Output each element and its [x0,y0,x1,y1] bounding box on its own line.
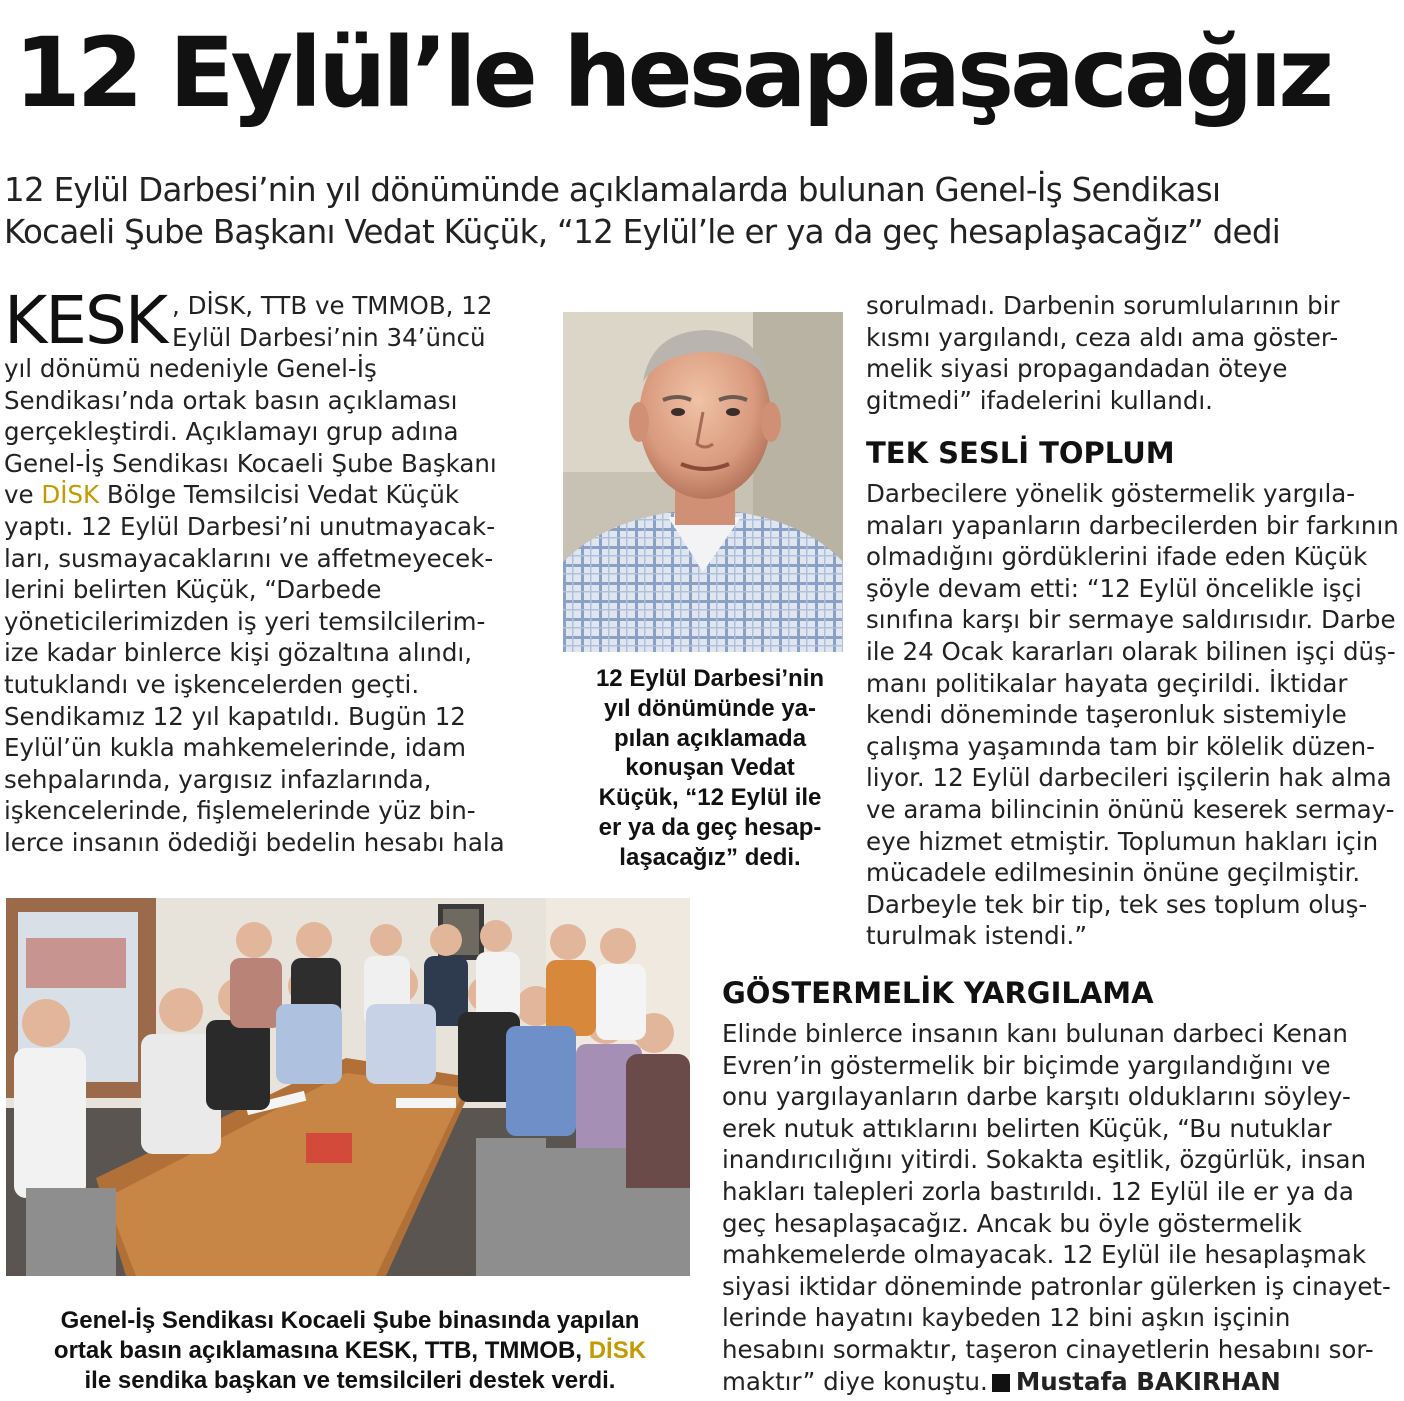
text-line: onu yargılayanların darbe karşıtı olduklarını söyley- [722,1082,1351,1112]
text-line: Evren’in göstermelik bir biçimde yargılandığını ve [722,1050,1331,1080]
deck-line-1: 12 Eylül Darbesi’nin yıl dönümünde açıklamalarda bulunan Genel-İş Sendikası [4,171,1221,209]
text-line: çalışma yaşamında tam bir kölelik düzen- [866,731,1376,761]
text-line: sorulmadı. Darbenin sorumlularının bir [866,291,1340,320]
text-line: melik siyasi propagandadan öteye [866,354,1288,384]
text-line: yaptı. 12 Eylül Darbesi’ni unutmayacak- [4,511,496,541]
byline: Mustafa BAKIRHAN [1015,1366,1281,1396]
text-line: Sendikamız 12 yıl kapatıldı. Bugün 12 [4,701,466,731]
text-line: lerini belirten Küçük, “Darbede [4,575,382,605]
text-line: mahkemelerde olmayacak. 12 Eylül ile hesaplaşmak [722,1240,1367,1270]
disk-highlight: DİSK [588,1336,647,1364]
text-line: manı politikalar hayata geçirildi. İktidar [866,668,1348,698]
text-line: tutuklandı ve işkencelerden geçti. [4,669,420,699]
text-line: yöneticilerimizden iş yeri temsilcilerim- [4,606,486,636]
caption-line: laşacağız” dedi. [619,843,801,871]
text-line: maları yapanların darbecilerden bir farkının [866,510,1399,540]
caption-line: ile sendika başkan ve temsilcileri destek verdi. [84,1366,616,1394]
group-photo-caption [0,1306,700,1395]
deck-line-2: Kocaeli Şube Başkanı Vedat Küçük, “12 Eylül’le er ya da geç hesaplaşacağız” dedi [4,213,1281,251]
text-line: liyor. 12 Eylül darbecileri işçilerin hak alma [866,763,1392,793]
text-line: kısmı yargılandı, ceza aldı ama göster- [866,322,1339,352]
text-line: siyasi iktidar döneminde patronlar gülerken iş cinayet- [722,1271,1391,1301]
caption-line: pılan açıklamada [613,724,807,752]
text-line: eye hizmet etmiştir. Toplumun hakları için [866,826,1379,856]
text-line: olmadığını gördüklerini ifade eden Küçük [866,542,1368,572]
column-1-intro [172,290,492,353]
text-line-byline [722,1366,1402,1398]
caption-line: Genel-İş Sendikası Kocaeli Şube binasında yapılan [60,1307,640,1334]
column-4-body [722,1018,1402,1397]
text-line: sınıfına karşı bir sermaye saldırısıdır. Darbe [866,605,1396,635]
text-fragment: Bölge Temsilcisi Vedat Küçük [99,480,460,510]
column-3-top [866,290,1402,416]
text-line: ize kadar binlerce kişi gözaltına alındı, [4,638,472,668]
text-line: Sendikası’nda ortak basın açıklaması [4,385,458,415]
portrait-caption [563,664,857,873]
text-line: ile 24 Ocak kararları olarak bilinen işçi düş- [866,636,1396,666]
text-line: erek nutuk attıklarını belirten Küçük, “Bu nutuklar [722,1113,1332,1143]
text-line: Genel-İş Sendikası Kocaeli Şube Başkanı [4,448,497,478]
caption-line: yıl dönümünde ya- [603,694,816,722]
caption-line: Küçük, “12 Eylül ile [598,784,822,812]
drop-cap: KESK [4,282,167,359]
byline-square-icon [992,1374,1010,1392]
caption-line-disk [0,1336,700,1366]
text-line: ve arama bilincinin önünü keserek sermay- [866,794,1395,824]
text-line-disk [4,479,544,511]
text-line: Darbeyle tek bir tip, tek ses toplum oluş- [866,889,1368,919]
text-line: gitmedi” ifadelerini kullandı. [866,385,1213,415]
group-photo [6,898,690,1276]
text-line: sehpalarında, yargısız infazlarında, [4,764,432,794]
text-line: geç hesaplaşacağız. Ancak bu öyle göstermelik [722,1208,1302,1238]
portrait-photo [563,312,843,652]
column-3-body [866,478,1402,952]
text-line: Eylül’ün kukla mahkemelerinde, idam [4,733,466,763]
text-line: kendi döneminde taşeronluk sistemiyle [866,700,1347,730]
subhead-gostermelik-yargilama: GÖSTERMELİK YARGILAMA [722,976,1154,1010]
caption-line: er ya da geç hesap- [598,813,822,841]
text-line: turulmak istendi.” [866,921,1088,951]
text-line: mücadele edilmesinin önüne geçilmiştir. [866,858,1361,888]
headline: 12 Eylül’le hesaplaşacağız [14,17,1331,129]
text-line: Darbecilere yönelik göstermelik yargıla- [866,479,1356,508]
text-fragment: maktır” diye konuştu. [722,1366,988,1396]
text-line: Eylül Darbesi’nin 34’üncü [172,322,486,352]
subhead-tek-sesli-toplum: TEK SESLİ TOPLUM [866,436,1175,470]
text-line: hakları talepleri zorla bastırıldı. 12 Eylül ile er ya da [722,1176,1354,1206]
text-line: lerce insanın ödediği bedelin hesabı hala [4,827,505,857]
text-line: , DİSK, TTB ve TMMOB, 12 [172,291,493,320]
caption-line: konuşan Vedat [625,754,795,782]
text-fragment: ve [4,480,42,510]
text-line: şöyle devam etti: “12 Eylül öncelikle işçi [866,573,1362,603]
caption-line: 12 Eylül Darbesi’nin [595,665,825,692]
text-line: Elinde binlerce insanın kanı bulunan darbeci Kenan [722,1019,1348,1048]
column-1-body [4,353,544,859]
text-line: hesabını sormaktır, taşeron cinayetlerin hesabını sor- [722,1334,1374,1364]
text-line: ları, susmayacaklarını ve affetmeyecek- [4,543,494,573]
text-line: yıl dönümü nedeniyle Genel-İş [4,354,377,383]
text-line: işkencelerinde, fişlemelerinde yüz bin- [4,796,476,826]
text-line: inandırıcılığını yitirdi. Sokakta eşitlik, özgürlük, insan [722,1145,1367,1175]
text-line: gerçekleştirdi. Açıklamayı grup adına [4,417,459,447]
disk-highlight: DİSK [41,480,100,510]
caption-fragment: ortak basın açıklamasına KESK, TTB, TMMOB, [53,1336,589,1364]
text-line: lerinde hayatını kaybeden 12 bini aşkın işçinin [722,1303,1291,1333]
